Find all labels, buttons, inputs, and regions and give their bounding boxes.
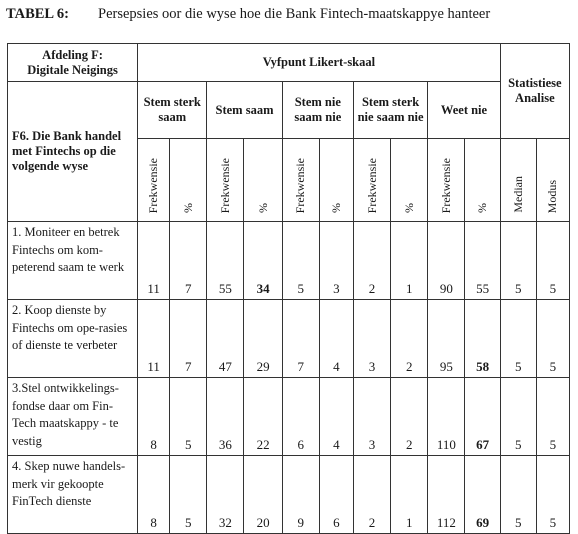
value-cell: 11 [138,300,170,378]
value-cell: 6 [319,456,353,534]
freq-column-header: Frekwensie [428,139,465,222]
value-cell: 9 [282,456,319,534]
freq-column-header: Frekwensie [138,139,170,222]
value-cell: 7 [170,300,207,378]
value-cell: 5 [536,300,569,378]
value-cell: 4 [319,378,353,456]
category-header: Stem sterk nie saam nie [353,82,427,139]
freq-column-header: Frekwensie [207,139,244,222]
value-cell: 34 [244,222,282,300]
value-cell: 36 [207,378,244,456]
category-header: Weet nie [428,82,500,139]
value-cell: 5 [170,456,207,534]
value-cell: 11 [138,222,170,300]
likert-header: Vyfpunt Likert-skaal [138,44,501,82]
table-row [8,378,570,456]
value-cell: 95 [428,300,465,378]
value-cell: 67 [465,378,500,456]
value-cell: 20 [244,456,282,534]
pct-column-header: % [244,139,282,222]
row-item-text: 1. Moniteer en betrek Fintechs om kom-peterend saam te werk [8,222,138,300]
value-cell: 55 [207,222,244,300]
table-row [8,222,570,300]
value-cell: 5 [536,222,569,300]
value-cell: 5 [536,456,569,534]
value-cell: 2 [391,300,428,378]
stats-header: Statistiese Analise [500,44,569,139]
question-header: F6. Die Bank handel met Fintechs op die volgende wyse [8,82,138,222]
value-cell: 2 [353,222,390,300]
value-cell: 5 [536,378,569,456]
likert-table [7,43,570,534]
section-header [8,44,138,82]
value-cell: 1 [391,456,428,534]
value-cell: 3 [353,378,390,456]
value-cell: 5 [282,222,319,300]
value-cell: 3 [353,300,390,378]
freq-column-header: Frekwensie [353,139,390,222]
category-header: Stem nie saam nie [282,82,353,139]
value-cell: 3 [319,222,353,300]
table-row [8,300,570,378]
pct-column-header: % [170,139,207,222]
median-column-header: Median [500,139,536,222]
category-header: Stem sterk saam [138,82,207,139]
section-header-line1: Afdeling F: [42,47,103,62]
value-cell: 22 [244,378,282,456]
freq-column-header: Frekwensie [282,139,319,222]
value-cell: 90 [428,222,465,300]
table-caption-text: Persepsies oor die wyse hoe die Bank Fintech-maatskappye hanteer [98,6,491,22]
value-cell: 8 [138,456,170,534]
value-cell: 55 [465,222,500,300]
row-item-text: 4. Skep nuwe handels-merk vir gekoopte FinTech dienste [8,456,138,534]
value-cell: 47 [207,300,244,378]
value-cell: 4 [319,300,353,378]
row-item-text: 2. Koop dienste by Fintechs om ope-rasies of dienste te verbeter [8,300,138,378]
value-cell: 112 [428,456,465,534]
value-cell: 110 [428,378,465,456]
value-cell: 2 [391,378,428,456]
value-cell: 5 [500,456,536,534]
value-cell: 5 [170,378,207,456]
category-header: Stem saam [207,82,282,139]
value-cell: 29 [244,300,282,378]
mode-column-header: Modus [536,139,569,222]
value-cell: 5 [500,222,536,300]
table-row [8,456,570,534]
value-cell: 5 [500,378,536,456]
value-cell: 1 [391,222,428,300]
value-cell: 7 [282,300,319,378]
value-cell: 7 [170,222,207,300]
table-caption-label: TABEL 6: [6,6,69,22]
table-caption [6,6,491,23]
value-cell: 32 [207,456,244,534]
section-header-line2: Digitale Neigings [27,62,118,77]
value-cell: 2 [353,456,390,534]
pct-column-header: % [391,139,428,222]
value-cell: 69 [465,456,500,534]
pct-column-header: % [465,139,500,222]
value-cell: 6 [282,378,319,456]
value-cell: 8 [138,378,170,456]
value-cell: 58 [465,300,500,378]
value-cell: 5 [500,300,536,378]
pct-column-header: % [319,139,353,222]
row-item-text: 3.Stel ontwikkelings-fondse daar om Fin-Tech maatskappy - te vestig [8,378,138,456]
